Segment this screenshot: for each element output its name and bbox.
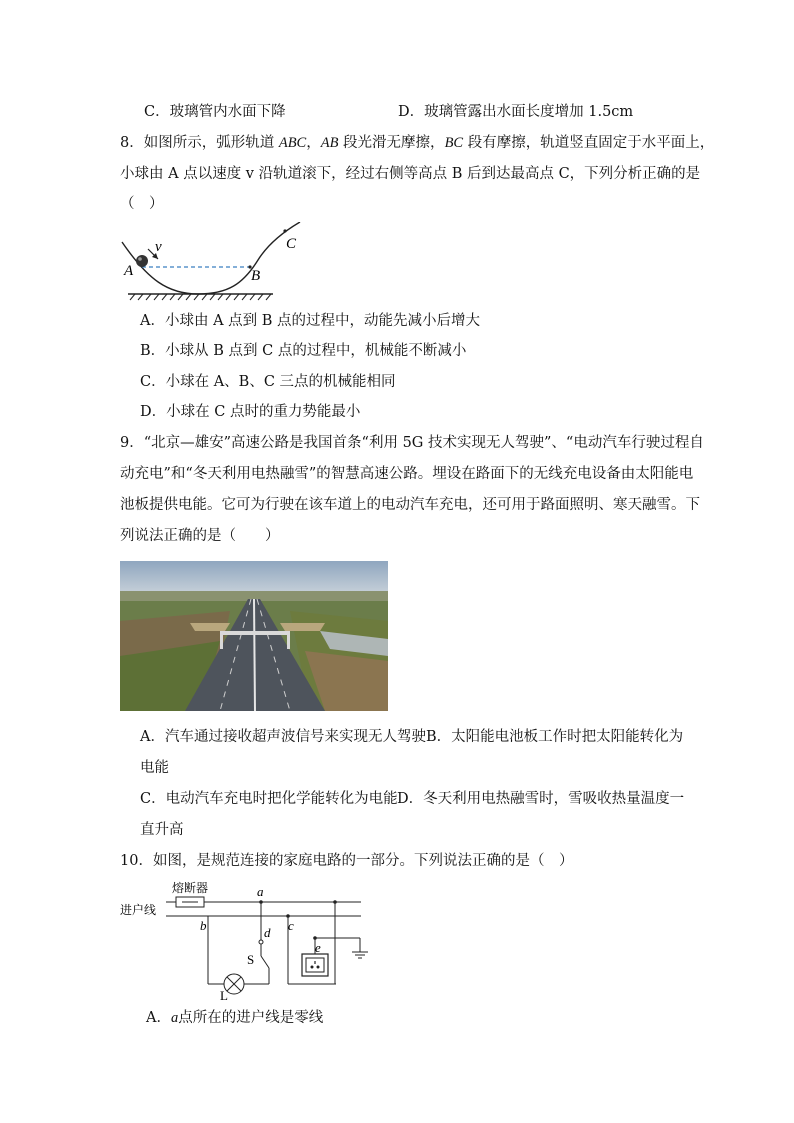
q9-stem-line1: 9．“北京—雄安”高速公路是我国首条“利用 5G 技术实现无人驾驶”、“电动汽车行驶过程自 — [120, 435, 704, 451]
q9-option-d: D．冬天利用电热融雪时，雪吸收热量温度一 — [397, 791, 685, 807]
q8-option-a: A．小球由 A 点到 B 点的过程中，动能先减小后增大 — [140, 313, 481, 329]
q8-stem-line1: 8．如图所示，弧形轨道 ABC，AB 段光滑无摩擦，BC 段有摩擦，轨道竖直固定于水平面上， — [120, 135, 715, 151]
highway-photo — [120, 561, 388, 711]
label-e: e — [315, 940, 321, 955]
ball-icon — [136, 255, 148, 267]
q8-answer-paren: （ ） — [120, 196, 164, 212]
q8-option-c: C．小球在 A、B、C 三点的机械能相同 — [140, 374, 396, 390]
label-fuse: 熔断器 — [172, 881, 209, 895]
q9-stem-line2: 动充电”和“冬天利用电热融雪”的智慧高速公路。埋设在路面下的无线充电设备由太阳能电 — [120, 466, 694, 482]
household-circuit-diagram — [116, 876, 376, 1001]
q9-option-b: B．太阳能电池板工作时把太阳能转化为 — [426, 729, 684, 745]
q7-option-d: D．玻璃管露出水面长度增加 1.5cm — [398, 104, 634, 120]
label-C: C — [286, 236, 297, 252]
label-b: b — [200, 918, 207, 933]
q9-option-d-cont: 直升高 — [140, 822, 184, 838]
ground-hatching — [130, 294, 271, 300]
label-c: c — [288, 918, 294, 933]
q9-option-b-cont: 电能 — [140, 760, 169, 776]
q7-option-c: C．玻璃管内水面下降 — [144, 104, 286, 120]
label-d: d — [264, 925, 271, 940]
label-S: S — [247, 952, 255, 967]
label-a: a — [257, 884, 264, 899]
q9-stem-line3: 池板提供电能。它可为行驶在该车道上的电动汽车充电，还可用于路面照明、寒天融雪。下 — [120, 497, 700, 513]
q8-stem-line2: 小球由 A 点以速度 v 沿轨道滚下，经过右侧等高点 B 后到达最高点 C，下列分析正确的是 — [120, 166, 701, 182]
switch-icon — [261, 956, 269, 968]
q9-stem-line4: 列说法正确的是（ ） — [120, 528, 280, 544]
label-v: v — [155, 239, 162, 255]
q8-option-d: D．小球在 C 点时的重力势能最小 — [140, 404, 361, 420]
q8-track-diagram — [118, 222, 308, 302]
q9-option-a: A．汽车通过接收超声波信号来实现无人驾驶 — [140, 729, 426, 745]
q9-option-c: C．电动汽车充电时把化学能转化为电能 — [140, 791, 398, 807]
ground-icon — [352, 952, 368, 958]
label-B: B — [251, 268, 261, 284]
q10-option-a: A．a点所在的进户线是零线 — [146, 1010, 324, 1026]
curved-track — [122, 222, 300, 294]
q10-stem: 10．如图，是规范连接的家庭电路的一部分。下列说法正确的是（ ） — [120, 853, 574, 869]
q8-option-b: B．小球从 B 点到 C 点的过程中，机械能不断减小 — [140, 343, 467, 359]
label-A: A — [124, 263, 134, 279]
label-inlet: 进户线 — [120, 903, 157, 917]
label-L: L — [220, 988, 228, 1001]
